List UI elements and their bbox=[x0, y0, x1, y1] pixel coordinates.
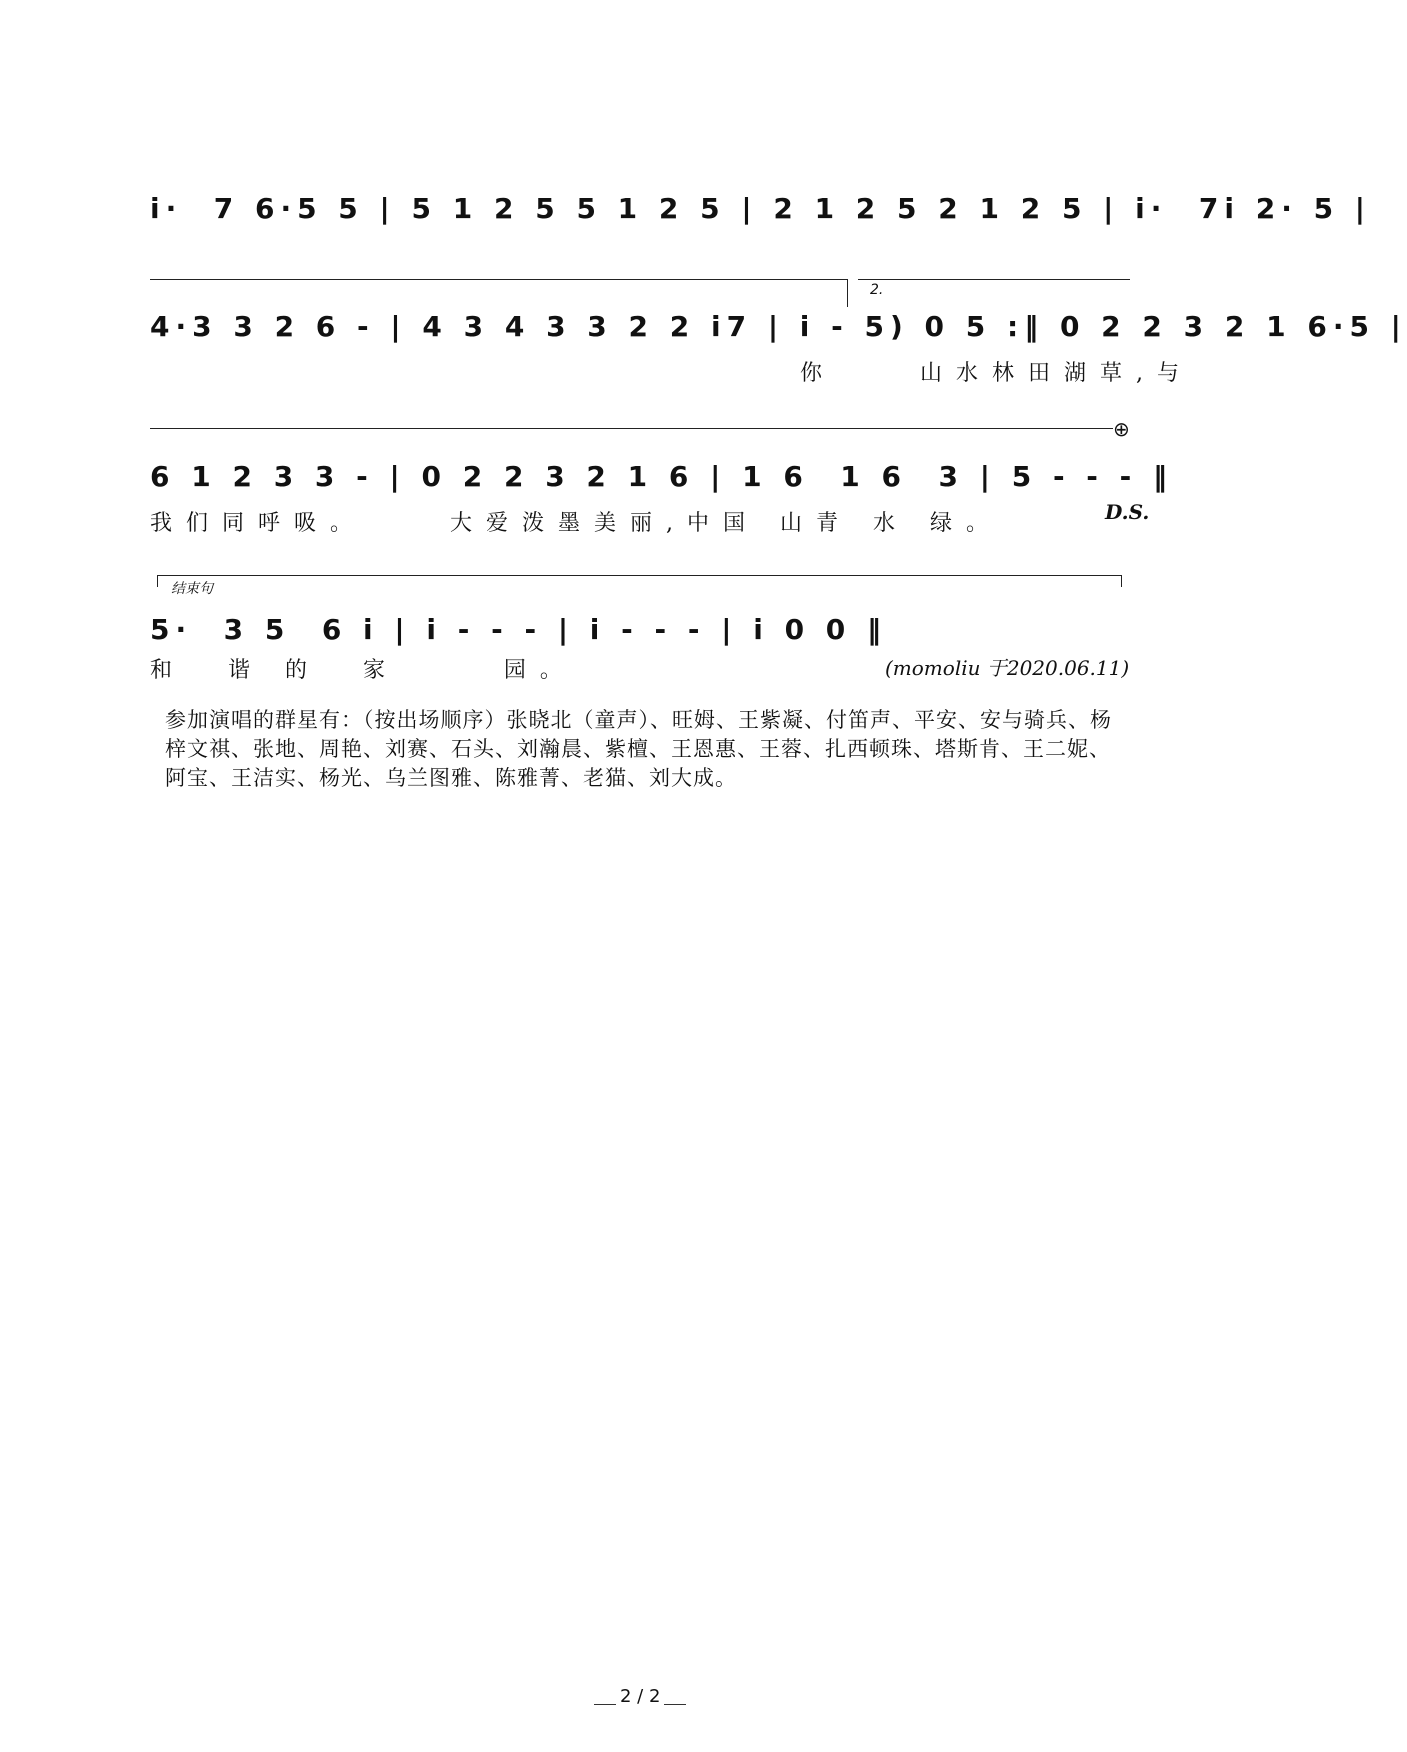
bracket-end-mark-2 bbox=[1121, 575, 1122, 587]
ending-phrase-bracket bbox=[157, 575, 1122, 597]
score-line-3 bbox=[150, 460, 1174, 540]
ending-bracket-1 bbox=[150, 279, 847, 280]
ending-bracket-2 bbox=[858, 279, 1130, 298]
ending-phrase-label: 结束句 bbox=[171, 581, 213, 597]
bracket-end-mark bbox=[847, 279, 848, 307]
lyrics-line-4: 和 谐 的 家 园。 bbox=[150, 658, 576, 683]
lyrics-line-2: 你 山水林田湖草,与 bbox=[800, 361, 1193, 386]
notation-line-4: 5· 3 5 6 i | i - - - | i - - - | i 0 0 ‖ bbox=[150, 613, 888, 646]
performers-list: 参加演唱的群星有：（按出场顺序）张晓北（童声）、旺姆、王紫凝、付笛声、平安、安与骑兵、杨梓文祺、张地、周艳、刘赛、石头、刘瀚晨、紫檀、王恩惠、王蓉、扎西顿珠、塔斯肯、王二妮、阿宝、王洁实、杨光、乌兰图雅、陈雅菁、老猫、刘大成。 bbox=[165, 708, 1112, 790]
notation-line-3: 6 1 2 3 3 - | 0 2 2 3 2 1 6 | 1 6 1 6 3 | 5 - - - ‖ bbox=[150, 460, 1174, 493]
score-line-2 bbox=[150, 310, 1407, 390]
bracket-start-mark bbox=[157, 575, 158, 587]
coda-icon: ⊕ bbox=[1113, 417, 1130, 441]
page-number: 2 / 2 bbox=[590, 1686, 690, 1707]
ending-label: 2. bbox=[870, 282, 884, 298]
notation-line-1: i· 7 6·5 5 | 5 1 2 5 5 1 2 5 | 2 1 2 5 2 1 2 5 | i· 7i 2· 5 | bbox=[150, 192, 1372, 225]
lyrics-line-3: 我们同呼吸。 大爱泼墨美丽,中国 山青 水 绿。 bbox=[150, 511, 1002, 536]
notation-line-2: 4·3 3 2 6 - | 4 3 4 3 3 2 2 i7 | i - 5) 0 5 :‖ 0 2 2 3 2 1 6·5 | bbox=[150, 310, 1407, 343]
score-line-1 bbox=[150, 192, 1372, 272]
transcriber-credit: (momoliu 于2020.06.11) bbox=[885, 656, 1130, 680]
ds-marking: D.S. bbox=[1105, 500, 1150, 524]
section-bracket bbox=[150, 428, 1113, 429]
